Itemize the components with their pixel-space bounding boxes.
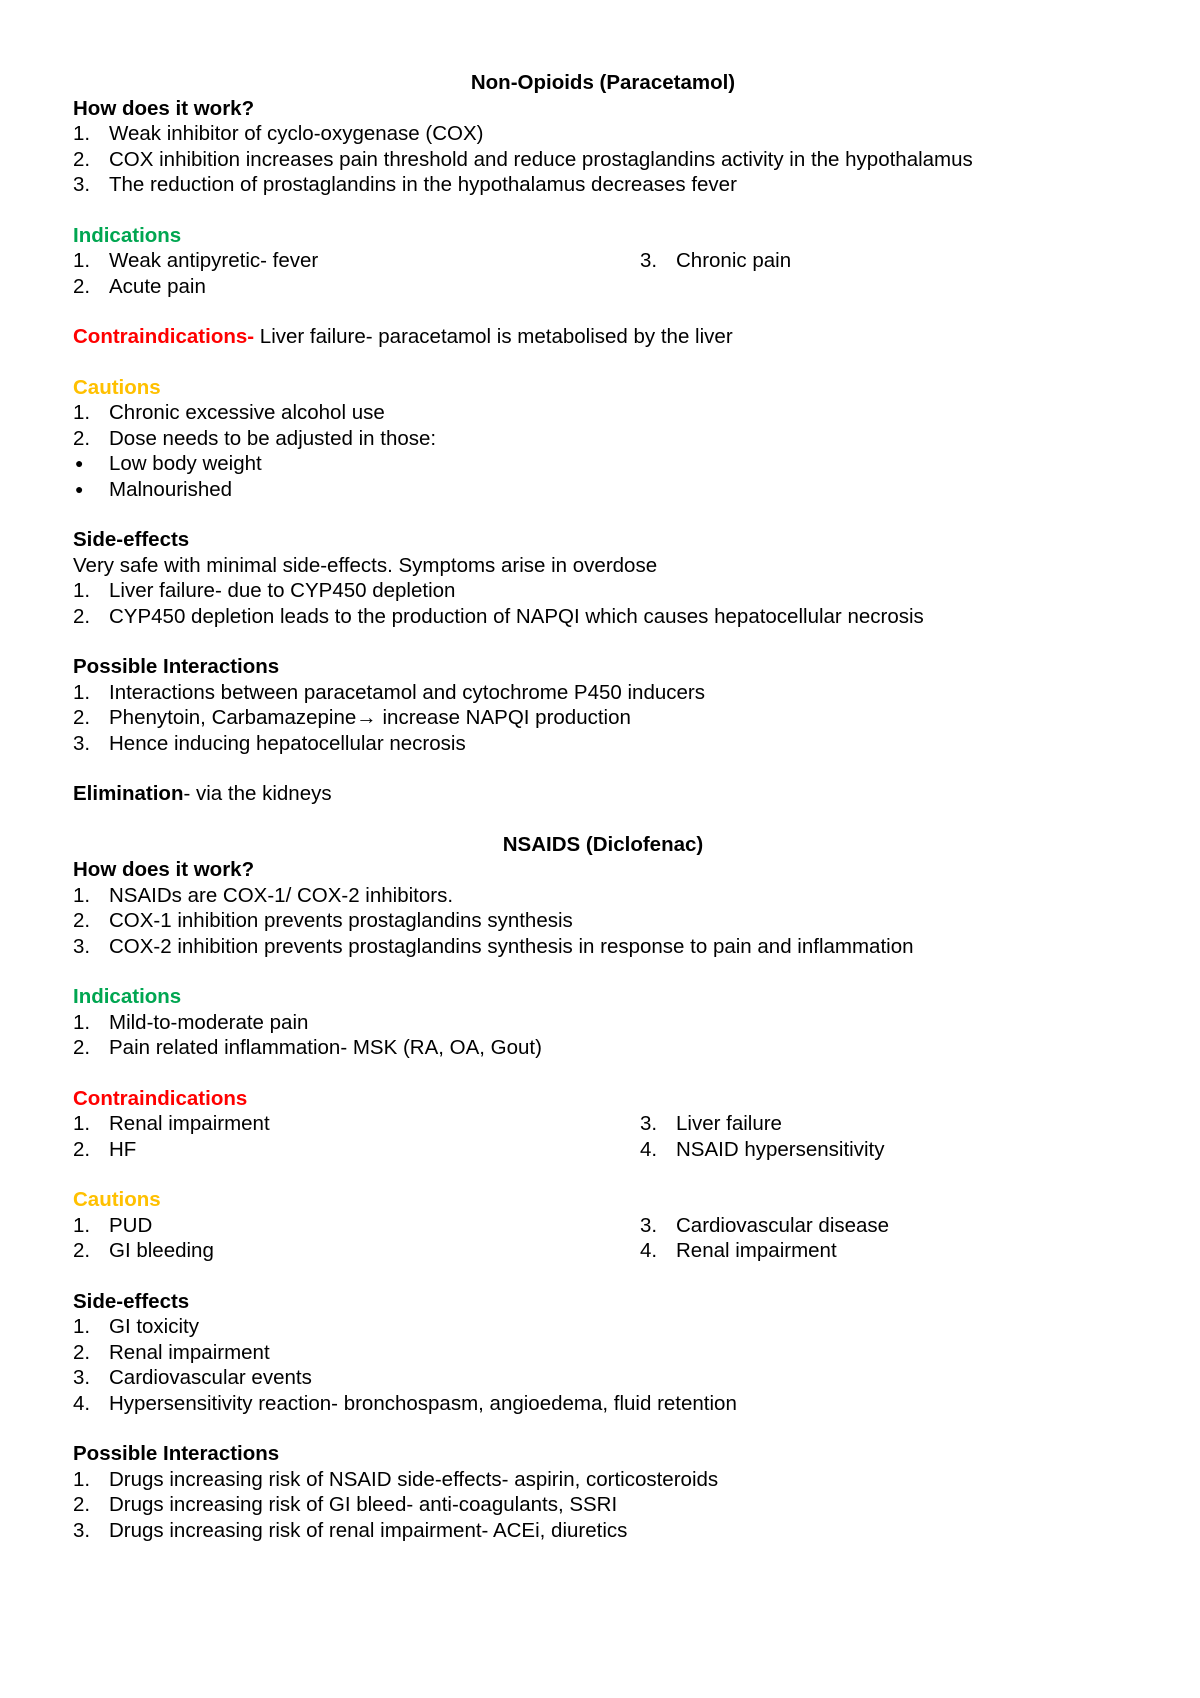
list-item: 2. COX inhibition increases pain threshold and reduce prostaglandins activity in the hypothalamus bbox=[73, 147, 973, 171]
list-item: 2. Drugs increasing risk of GI bleed- anti-coagulants, SSRI bbox=[73, 1493, 618, 1516]
list-item: 3. Cardiovascular disease bbox=[640, 1213, 890, 1237]
list-item: 2. Pain related inflammation- MSK (RA, OA, Gout) bbox=[73, 1036, 542, 1059]
list-item: 1. Weak inhibitor of cyclo-oxygenase (COX) bbox=[73, 122, 484, 145]
contraindications-heading: Contraindications- bbox=[73, 325, 255, 348]
list-item: 1. Renal impairment bbox=[73, 1112, 270, 1135]
list-item: 1. Weak antipyretic- fever bbox=[73, 249, 319, 272]
bullet-icon: ● bbox=[75, 455, 84, 471]
list-item: 2. Phenytoin, Carbamazepine→ increase NAPQI production bbox=[73, 706, 631, 729]
bullet-item: ● Low body weight bbox=[75, 452, 262, 475]
list-item: 3. Drugs increasing risk of renal impairment- ACEi, diuretics bbox=[73, 1518, 628, 1542]
list-row bbox=[73, 248, 1133, 274]
list-item: 1. PUD bbox=[73, 1213, 153, 1237]
list-item: 1. Mild-to-moderate pain bbox=[73, 1010, 309, 1034]
contraindications-line: Contraindications- Liver failure- paracetamol is metabolised by the liver bbox=[73, 325, 733, 348]
document-page bbox=[73, 70, 1133, 1543]
how-heading: How does it work? bbox=[73, 858, 255, 881]
list-item: 3. Liver failure bbox=[640, 1112, 782, 1135]
side-effects-intro: Very safe with minimal side-effects. Symptoms arise in overdose bbox=[73, 553, 658, 577]
section-title-nsaids: NSAIDS (Diclofenac) bbox=[502, 832, 704, 856]
list-item: 1. Drugs increasing risk of NSAID side-effects- aspirin, corticosteroids bbox=[73, 1467, 719, 1491]
bullet-item: ● Malnourished bbox=[75, 477, 233, 501]
how-heading: How does it work? bbox=[73, 96, 255, 120]
cautions-heading: Cautions bbox=[73, 375, 161, 399]
list-row bbox=[73, 1111, 1133, 1137]
side-effects-heading: Side-effects bbox=[73, 1289, 190, 1313]
list-item: 3. COX-2 inhibition prevents prostaglandins synthesis in response to pain and inflammation bbox=[73, 934, 914, 958]
indications-heading: Indications bbox=[73, 985, 182, 1008]
list-item: 1. NSAIDs are COX-1/ COX-2 inhibitors. bbox=[73, 883, 454, 907]
list-item: 3. The reduction of prostaglandins in the hypothalamus decreases fever bbox=[73, 173, 737, 196]
list-item: 3. Hence inducing hepatocellular necrosis bbox=[73, 731, 466, 755]
list-row bbox=[73, 1238, 1133, 1264]
elimination-heading: Elimination bbox=[73, 782, 184, 805]
list-item: 2. Acute pain bbox=[73, 274, 206, 298]
cautions-heading: Cautions bbox=[73, 1188, 161, 1211]
bullet-icon: ● bbox=[75, 480, 84, 497]
list-item: 4. Hypersensitivity reaction- bronchospasm, angioedema, fluid retention bbox=[73, 1391, 737, 1415]
list-item: 2. HF bbox=[73, 1137, 137, 1161]
list-item: 2. Renal impairment bbox=[73, 1340, 270, 1364]
list-row bbox=[73, 1213, 1133, 1239]
interactions-heading: Possible Interactions bbox=[73, 1442, 280, 1465]
list-item: 3. Chronic pain bbox=[640, 249, 792, 272]
list-item: 1. Interactions between paracetamol and cytochrome P450 inducers bbox=[73, 680, 705, 704]
contraindications-heading: Contraindications bbox=[73, 1086, 248, 1110]
list-item: 1. Chronic excessive alcohol use bbox=[73, 401, 385, 424]
elimination-line: Elimination- via the kidneys bbox=[73, 782, 332, 805]
arrow-right-icon: → bbox=[356, 706, 377, 729]
list-item: 2. CYP450 depletion leads to the production of NAPQI which causes hepatocellular necrosis bbox=[73, 604, 924, 628]
section-title-paracetamol: Non-Opioids (Paracetamol) bbox=[470, 71, 736, 94]
side-effects-heading: Side-effects bbox=[73, 528, 190, 551]
list-item: 2. COX-1 inhibition prevents prostaglandins synthesis bbox=[73, 909, 573, 932]
list-item: 1. Liver failure- due to CYP450 depletion bbox=[73, 579, 456, 602]
list-item: 2. Dose needs to be adjusted in those: bbox=[73, 426, 437, 450]
list-item: 4. NSAID hypersensitivity bbox=[640, 1137, 885, 1161]
list-item: 4. Renal impairment bbox=[640, 1239, 837, 1262]
list-row bbox=[73, 1137, 1133, 1163]
indications-heading: Indications bbox=[73, 223, 182, 247]
list-item: 3. Cardiovascular events bbox=[73, 1366, 312, 1389]
list-item: 2. GI bleeding bbox=[73, 1239, 214, 1262]
list-item: 1. GI toxicity bbox=[73, 1315, 199, 1338]
interactions-heading: Possible Interactions bbox=[73, 655, 280, 678]
